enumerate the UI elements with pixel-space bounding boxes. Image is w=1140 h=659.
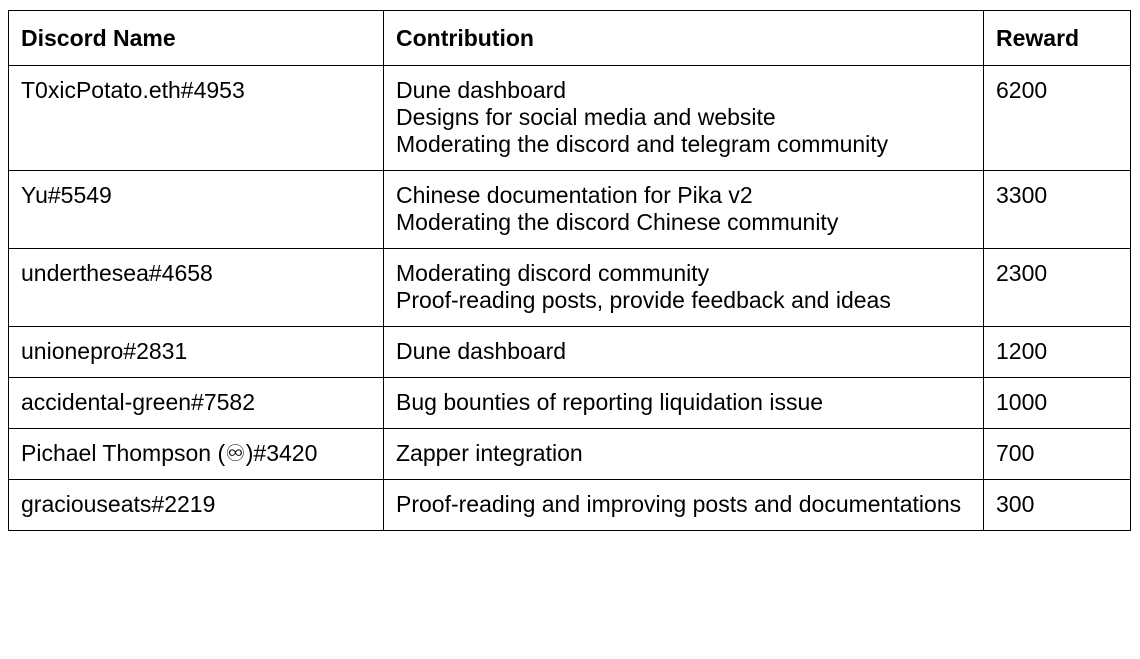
header-reward: Reward — [984, 11, 1131, 66]
discord-name-cell — [9, 429, 384, 480]
contribution-line: Zapper integration — [396, 440, 583, 466]
discord-name-cell: unionepro#2831 — [9, 327, 384, 378]
contribution-line: Designs for social media and website — [396, 104, 776, 130]
contribution-line: Chinese documentation for Pika v2 — [396, 182, 753, 208]
table-body — [9, 66, 1131, 531]
discord-name-cell: graciouseats#2219 — [9, 480, 384, 531]
contribution-line: Moderating the discord and telegram community — [396, 131, 889, 157]
table-header — [9, 11, 1131, 66]
contribution-cell — [384, 378, 984, 429]
reward-cell: 1200 — [984, 327, 1131, 378]
discord-name-cell: T0xicPotato.eth#4953 — [9, 66, 384, 171]
table-row — [9, 171, 1131, 249]
table-row — [9, 249, 1131, 327]
table-row — [9, 66, 1131, 171]
contribution-line: Dune dashboard — [396, 77, 567, 103]
reward-cell: 2300 — [984, 249, 1131, 327]
discord-name-text: Pichael Thompson (♾)#3420 — [21, 440, 318, 466]
contribution-line: Proof-reading and improving posts and documentations — [396, 491, 962, 517]
table-row — [9, 378, 1131, 429]
header-discord-name: Discord Name — [9, 11, 384, 66]
contribution-line: Proof-reading posts, provide feedback and ideas — [396, 287, 891, 313]
reward-cell: 3300 — [984, 171, 1131, 249]
reward-cell: 300 — [984, 480, 1131, 531]
rewards-table — [8, 10, 1131, 531]
contribution-line: Moderating discord community — [396, 260, 710, 286]
header-row — [9, 11, 1131, 66]
discord-name-cell: accidental-green#7582 — [9, 378, 384, 429]
discord-name-cell: underthesea#4658 — [9, 249, 384, 327]
discord-name-cell: Yu#5549 — [9, 171, 384, 249]
reward-cell: 6200 — [984, 66, 1131, 171]
contribution-cell — [384, 66, 984, 171]
contribution-line: Bug bounties of reporting liquidation issue — [396, 389, 824, 415]
table-row — [9, 327, 1131, 378]
contribution-cell — [384, 327, 984, 378]
contribution-cell — [384, 429, 984, 480]
reward-cell: 1000 — [984, 378, 1131, 429]
table-row — [9, 480, 1131, 531]
contribution-line: Moderating the discord Chinese community — [396, 209, 839, 235]
header-contribution: Contribution — [384, 11, 984, 66]
contribution-cell — [384, 171, 984, 249]
contribution-line: Dune dashboard — [396, 338, 567, 364]
contribution-cell — [384, 480, 984, 531]
contribution-cell — [384, 249, 984, 327]
table-row — [9, 429, 1131, 480]
reward-cell: 700 — [984, 429, 1131, 480]
